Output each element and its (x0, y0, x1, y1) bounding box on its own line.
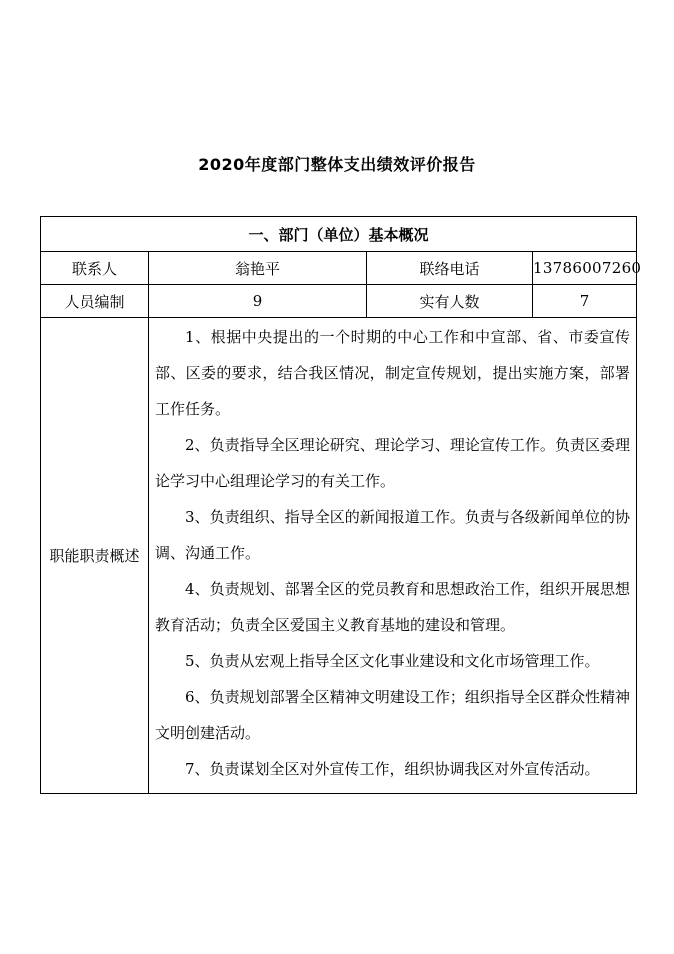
basic-info-table (40, 216, 642, 794)
actual-staff-value: 7 (533, 285, 637, 318)
duty-item: 4、负责规划、部署全区的党员教育和思想政治工作，组织开展思想教育活动；负责全区爱国主义教育基地的建设和管理。 (155, 580, 631, 634)
contact-row (41, 252, 637, 285)
contact-label: 联系人 (41, 252, 149, 285)
duty-item: 7、负责谋划全区对外宣传工作，组织协调我区对外宣传活动。 (185, 760, 600, 778)
duty-item: 2、负责指导全区理论研究、理论学习、理论宣传工作。负责区委理论学习中心组理论学习的有关工作。 (155, 436, 631, 490)
duty-item: 5、负责从宏观上指导全区文化事业建设和文化市场管理工作。 (185, 652, 600, 670)
duties-label: 职能职责概述 (41, 318, 149, 794)
phone-value: 13786007260 (533, 252, 637, 285)
duties-row (41, 318, 637, 794)
section-title: 一、部门（单位）基本概况 (41, 217, 637, 252)
staffing-row (41, 285, 637, 318)
document-title: 2020年度部门整体支出绩效评价报告 (198, 155, 476, 174)
duty-item: 1、根据中央提出的一个时期的中心工作和中宣部、省、市委宣传部、区委的要求，结合我区情况，制定宣传规划，提出实施方案，部署工作任务。 (155, 328, 631, 418)
duty-item: 6、负责规划部署全区精神文明建设工作；组织指导全区群众性精神文明创建活动。 (155, 688, 631, 742)
contact-value: 翁艳平 (149, 252, 367, 285)
staffing-value: 9 (149, 285, 367, 318)
actual-staff-label: 实有人数 (367, 285, 533, 318)
staffing-label: 人员编制 (41, 285, 149, 318)
duty-item: 3、负责组织、指导全区的新闻报道工作。负责与各级新闻单位的协调、沟通工作。 (155, 508, 631, 562)
phone-label: 联络电话 (367, 252, 533, 285)
duties-content (149, 318, 637, 794)
section-header-row (41, 217, 637, 252)
